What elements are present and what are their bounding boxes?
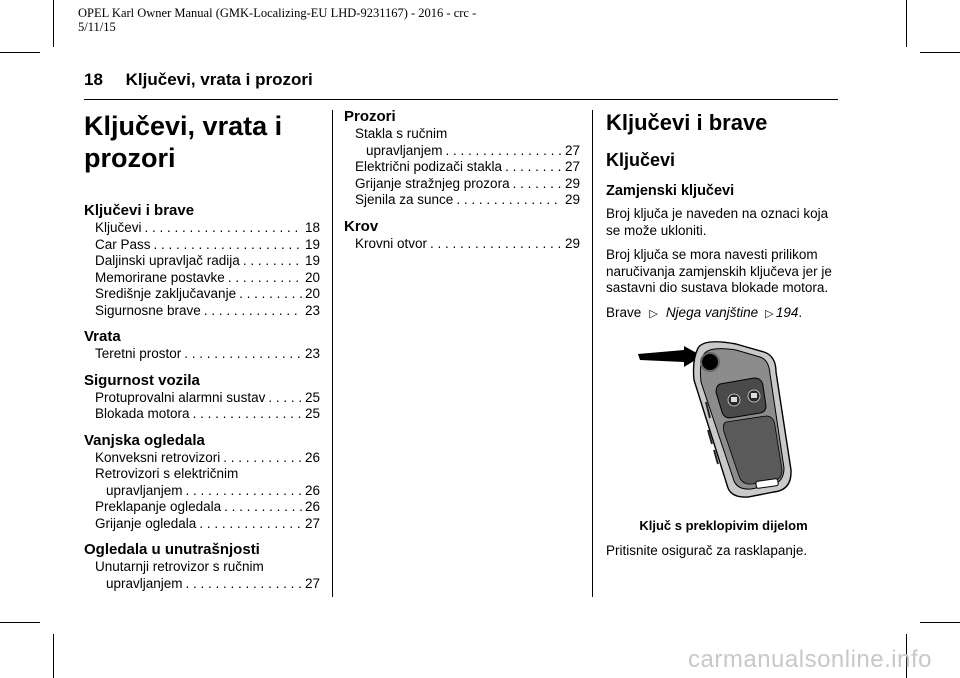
toc-page-number: 29 [564,175,580,191]
column-divider [592,110,593,597]
page-number: 18 [84,70,103,89]
toc-entry-title: Konveksni retrovizori [95,449,221,465]
toc-leader-dots [443,143,562,160]
toc-entry[interactable] [95,499,320,516]
toc-page-number: 25 [304,389,320,405]
toc-page-number: 20 [304,269,320,285]
crop-mark [0,52,40,53]
toc-entry[interactable] [95,270,320,287]
toc-heading: Ključevi i brave [84,202,195,219]
subsection-heading: Ključevi [606,150,676,170]
figure-caption: Ključ s preklopivim dijelom [639,518,808,533]
toc-entry-title: Memorirane postavke [95,269,225,285]
toc-page-number: 27 [304,575,320,591]
toc-leader-dots [510,176,562,193]
key-illustration [606,340,841,512]
toc-entry-title: Grijanje ogledala [95,515,197,531]
crop-mark [920,52,960,53]
toc-entry-title: Središnje zaključavanje [95,286,237,301]
toc-page-number: 26 [304,449,320,465]
crop-mark [920,622,960,623]
lock-glyph-icon [731,397,737,402]
toc-entry-title: upravljanjem [366,142,443,158]
toc-entry-title: Car Pass [95,236,151,252]
toc-entry-title: Blokada motora [95,406,190,421]
toc-leader-dots [236,286,302,303]
chapter-title [84,110,320,174]
toc-entry[interactable] [95,303,320,320]
unlock-glyph-icon [751,393,757,398]
crop-mark [53,634,54,678]
pointer-arrow-icon [638,346,702,367]
toc-section [344,218,580,253]
toc-entry[interactable] [95,237,320,254]
folding-key-icon [606,340,841,512]
toc-leader-dots [220,450,302,467]
toc-heading: Ogledala u unutrašnjosti [84,541,260,558]
toc-column-1 [84,108,320,601]
crossref-page[interactable]: 194 [775,304,799,320]
toc-entry[interactable] [106,483,320,500]
toc-page-number: 19 [304,236,320,252]
toc-page-number: 27 [564,142,580,158]
chapter-title-line: Ključevi, vrata i [84,111,283,141]
paragraph: Broj ključa je naveden na oznaci koja se može ukloniti. [606,206,829,238]
toc-page-number: 19 [304,253,320,268]
toc-leader-dots [265,390,302,407]
toc-leader-dots [502,159,562,176]
toc-leader-dots [453,192,562,209]
toc-entry-title: Grijanje stražnjeg prozora [355,175,510,191]
toc-entry[interactable] [95,390,320,407]
toc-leader-dots [201,303,302,320]
toc-section [84,372,320,423]
toc-entry-title: Daljinski upravljač radija [95,253,240,268]
toc-entry[interactable] [106,576,320,593]
toc-entry-title: Protuprovalni alarmni sustav [95,389,266,405]
paragraph: Broj ključa se mora navesti prilikom naručivanja zamjenskih ključeva jer je sastavni dio sustava blokade motora. [606,247,832,295]
toc-leader-dots [196,516,302,533]
document-meta [78,6,538,34]
toc-leader-dots [142,220,302,237]
meta-line: OPEL Karl Owner Manual (GMK-Localizing-EU LHD-9231167) - 2016 - crc - [78,6,477,20]
crossref-link[interactable]: Njega vanjštine [665,304,759,320]
toc-section [84,328,320,363]
toc-leader-dots [190,406,302,423]
toc-page-number: 23 [304,346,320,361]
header-rule [84,99,838,100]
toc-entry[interactable] [355,159,580,176]
toc-page-number: 25 [304,406,320,421]
toc-page-number: 26 [304,482,320,498]
crop-mark [53,0,54,47]
toc-section [84,202,320,319]
toc-heading: Prozori [344,108,396,125]
toc-section [84,432,320,533]
toc-entry-title: Električni podizači stakla [355,159,503,174]
toc-leader-dots [181,346,302,363]
toc-entry-line[interactable]: Stakla s ručnim [355,126,448,141]
crop-mark [906,0,907,47]
toc-section [344,108,580,209]
toc-heading: Sigurnost vozila [84,371,200,389]
crop-mark [0,622,40,623]
toc-page-number: 23 [304,302,320,318]
paragraph: Pritisnite osigurač za rasklapanje. [606,543,808,558]
crossref-prefix: Brave [606,304,642,320]
toc-entry-title: Sigurnosne brave [95,302,201,318]
toc-leader-dots [183,483,302,500]
toc-entry[interactable] [95,253,320,270]
toc-entry[interactable] [95,346,320,363]
toc-leader-dots [225,270,302,287]
toc-entry-title: Preklapanje ogledala [95,499,222,514]
toc-section [84,541,320,592]
toc-entry-line[interactable]: Unutarnji retrovizor s ručnim [95,559,264,574]
toc-entry-title: Sjenila za sunce [355,192,454,207]
toc-leader-dots [151,237,302,254]
toc-entry[interactable] [366,143,580,160]
toc-entry[interactable] [355,176,580,193]
topic-heading: Zamjenski ključevi [606,183,735,199]
toc-leader-dots [240,253,302,270]
running-head [84,70,313,90]
toc-page-number: 27 [564,159,580,174]
watermark: carmanualsonline.info [688,646,932,673]
chapter-title-line: prozori [84,143,176,173]
toc-entry[interactable] [95,406,320,423]
toc-heading: Krov [344,217,379,235]
toc-entry[interactable] [95,450,320,467]
crossref-arrow-icon: ▷ [649,307,658,320]
toc-page-number: 29 [564,235,580,251]
toc-page-number: 18 [304,220,320,235]
toc-leader-dots [427,236,562,253]
toc-entry-line[interactable]: Retrovizori s električnim [95,466,239,481]
toc-entry[interactable] [355,192,580,209]
page-arrow-icon: ▷ [765,307,774,320]
toc-leader-dots [221,499,302,516]
section-heading: Ključevi i brave [606,110,768,135]
meta-date: 5/11/15 [78,20,116,34]
paragraph-crossref [606,305,841,323]
toc-entry[interactable] [355,236,580,253]
toc-page-number: 29 [564,192,580,207]
toc-page-number: 27 [304,515,320,531]
toc-entry-title: upravljanjem [106,482,183,498]
toc-heading: Vrata [84,328,121,345]
column-divider [332,110,333,597]
crossref-suffix: . [798,304,803,320]
toc-page-number: 26 [304,499,320,514]
toc-entry-title: Krovni otvor [355,235,428,251]
toc-entry[interactable] [95,516,320,533]
toc-entry-title: Teretni prostor [95,346,182,361]
running-head-title: Ključevi, vrata i prozori [125,70,313,89]
toc-heading: Vanjska ogledala [84,431,205,449]
content-column [606,108,841,568]
toc-leader-dots [183,576,302,593]
toc-entry-title: upravljanjem [106,575,183,591]
toc-entry[interactable] [95,286,320,303]
toc-page-number: 20 [304,286,320,301]
toc-column-2 [344,108,580,261]
toc-entry-title: Ključevi [95,220,142,235]
toc-entry[interactable] [95,220,320,237]
